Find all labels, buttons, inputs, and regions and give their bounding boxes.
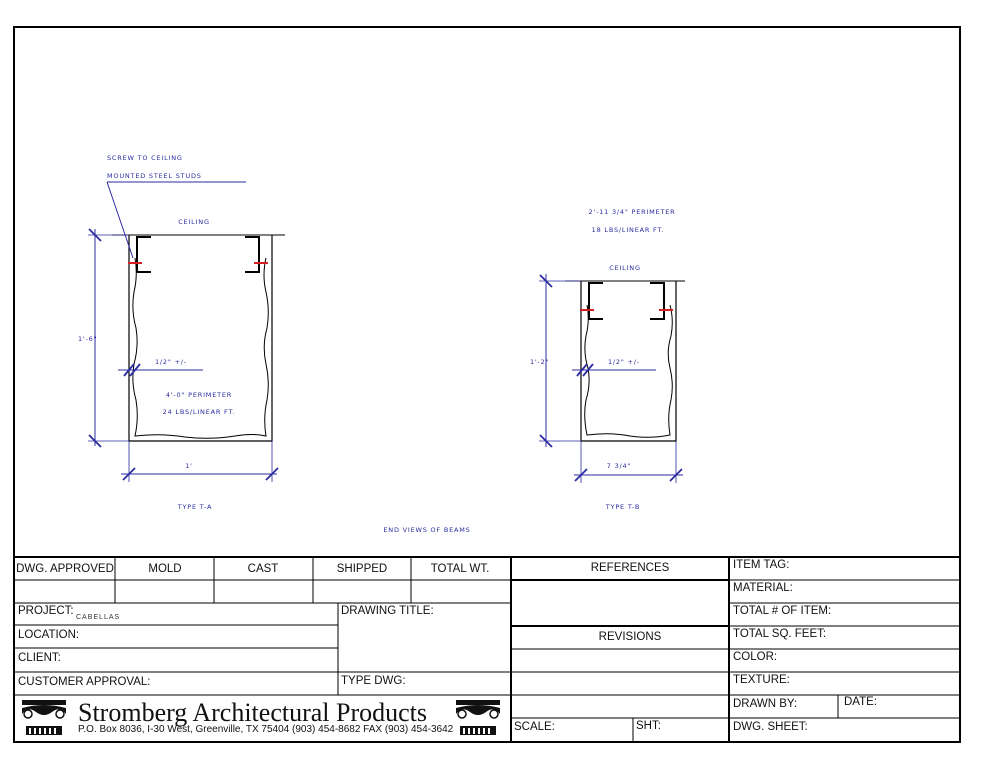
perimeter-label: 4'-0" PERIMETER xyxy=(165,391,233,399)
ceiling-label: CEILING xyxy=(178,218,210,226)
beam-type-tb xyxy=(530,208,685,511)
project-value: CABELLAS xyxy=(76,614,121,621)
company-logo-left xyxy=(22,700,66,735)
company-name: Stromberg Architectural Products xyxy=(78,698,428,727)
drawing-caption: END VIEWS OF BEAMS xyxy=(383,526,471,534)
date-label: DATE: xyxy=(844,696,878,708)
company-logo-right xyxy=(456,700,500,735)
project-label: PROJECT: xyxy=(18,605,74,617)
type-label: TYPE T-B xyxy=(605,503,641,511)
cast-header: CAST xyxy=(247,563,279,575)
height-dimension-text: 1'-6" xyxy=(78,335,98,343)
width-dimension-text: 7 3/4" xyxy=(606,462,632,470)
location-label: LOCATION: xyxy=(18,629,80,641)
total-sq-feet-label: TOTAL SQ. FEET: xyxy=(733,628,827,640)
type-dwg-label: TYPE DWG: xyxy=(341,675,406,687)
total-wt-header: TOTAL WT. xyxy=(430,563,490,575)
texture-label: TEXTURE: xyxy=(733,674,790,686)
note-screw-line2: MOUNTED STEEL STUDS xyxy=(107,172,202,180)
note-leader xyxy=(107,182,133,258)
thickness-dimension-text: 1/2" +/- xyxy=(155,358,187,366)
material-label: MATERIAL: xyxy=(733,582,793,594)
drawn-by-label: DRAWN BY: xyxy=(733,698,798,710)
ceiling-label: CEILING xyxy=(609,264,641,272)
color-label: COLOR: xyxy=(733,651,778,663)
revisions-header: REVISIONS xyxy=(598,631,662,643)
scale-label: SCALE: xyxy=(514,721,555,733)
height-dimension-text: 1'-2" xyxy=(530,358,550,366)
references-header: REFERENCES xyxy=(590,562,670,574)
weight-label: 18 LBS/LINEAR FT. xyxy=(591,226,665,234)
note-screw-line1: SCREW TO CEILING xyxy=(107,154,183,162)
client-label: CLIENT: xyxy=(18,652,61,664)
drawing-title-label: DRAWING TITLE: xyxy=(341,605,434,617)
company-address: P.O. Box 8036, I-30 West, Greenville, TX 75404 (903) 454-8682 FAX (903) 454-3642 xyxy=(78,724,454,735)
total-items-label: TOTAL # OF ITEM: xyxy=(733,605,832,617)
shipped-header: SHIPPED xyxy=(336,563,388,575)
sht-label: SHT: xyxy=(636,720,661,732)
weight-label: 24 LBS/LINEAR FT. xyxy=(162,408,236,416)
width-dimension-text: 1' xyxy=(185,462,193,470)
dwg-sheet-label: DWG. SHEET: xyxy=(733,721,808,733)
mold-header: MOLD xyxy=(148,563,182,575)
item-tag-label: ITEM TAG: xyxy=(733,559,790,571)
dwg-approved-header: DWG. APPROVED xyxy=(16,563,114,575)
beam-type-ta xyxy=(78,154,285,511)
type-label: TYPE T-A xyxy=(177,503,213,511)
customer-approval-label: CUSTOMER APPROVAL: xyxy=(18,676,151,688)
perimeter-label: 2'-11 3/4" PERIMETER xyxy=(588,208,676,216)
thickness-dimension-text: 1/2" +/- xyxy=(608,358,640,366)
